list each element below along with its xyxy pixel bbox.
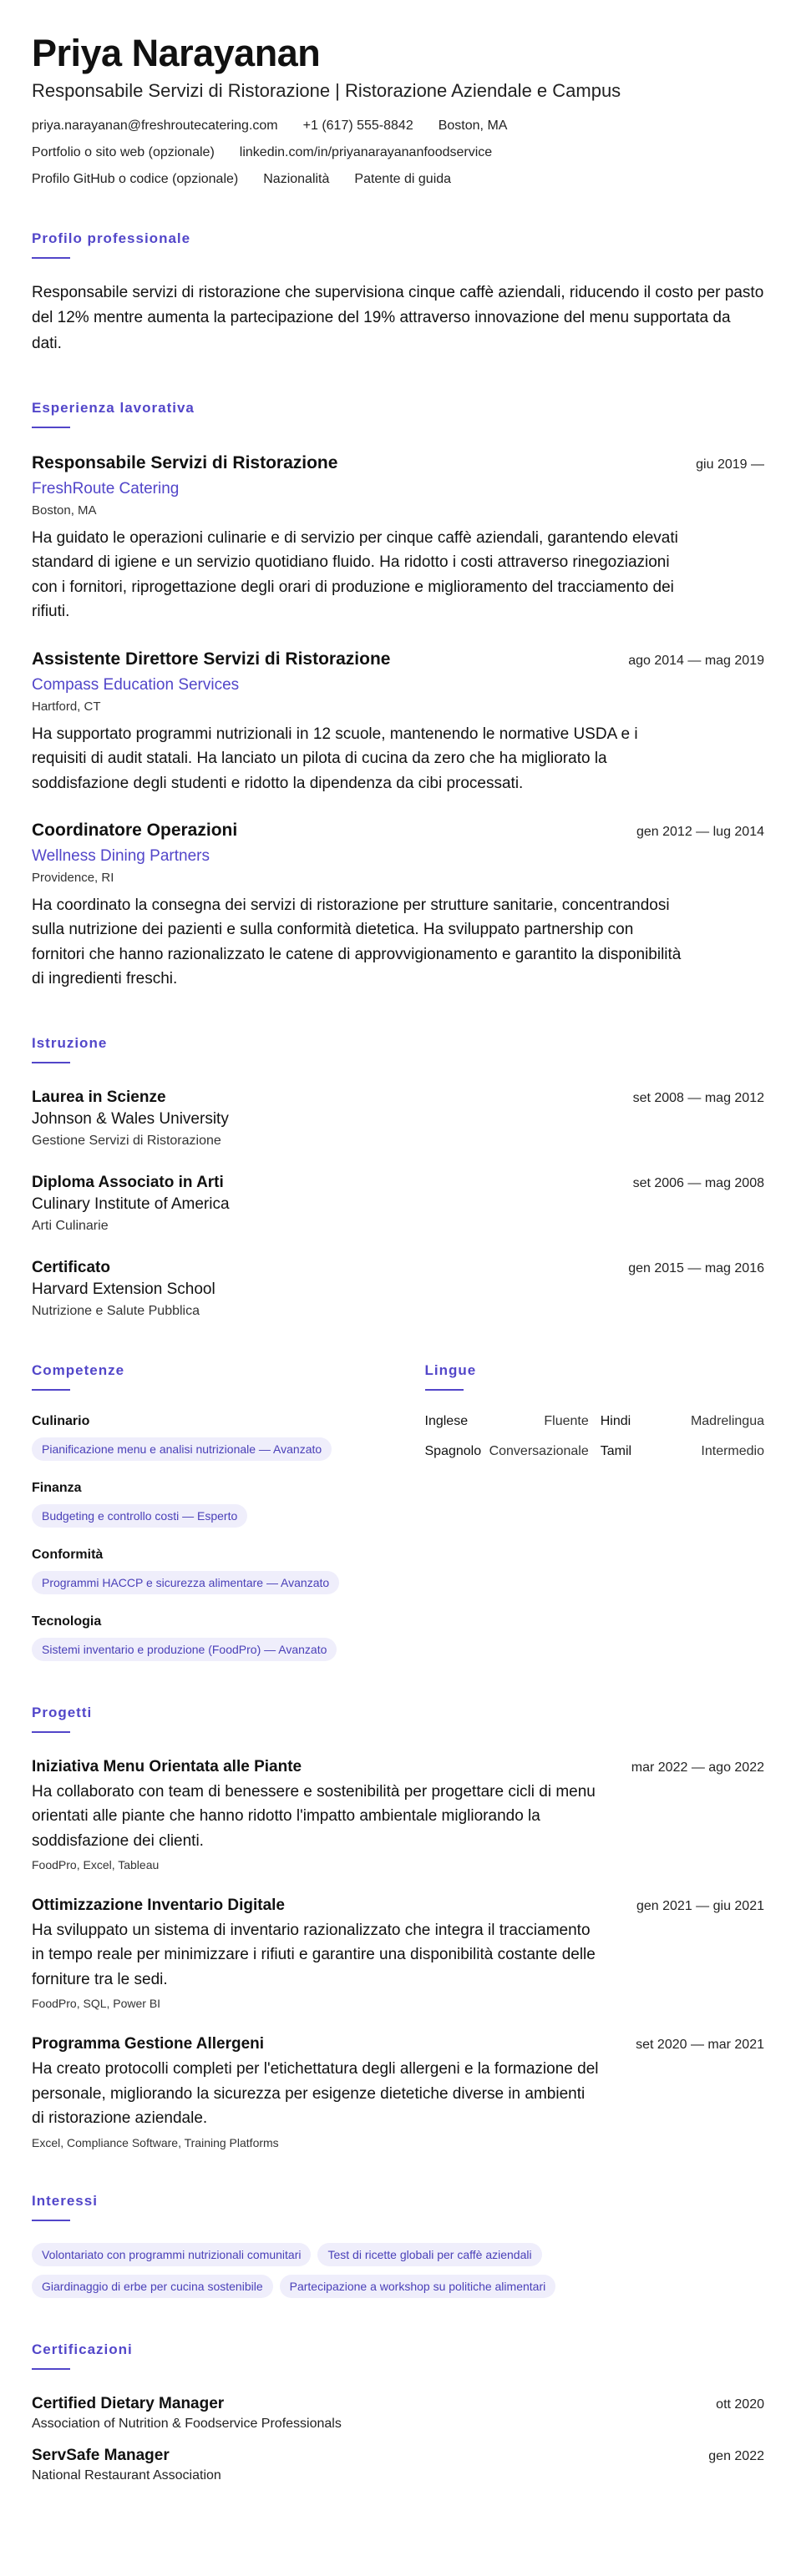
degree-title: Certificato bbox=[32, 1258, 110, 1276]
contact-row-1 bbox=[32, 119, 764, 134]
interests-list bbox=[32, 2235, 764, 2298]
job-location: Hartford, CT bbox=[32, 699, 101, 714]
skill-group bbox=[32, 1414, 372, 1461]
job-description: Ha guidato le operazioni culinarie e di servizio per cinque caffè aziendali, garantendo elevati standard di igiene e un servizio quotidiano fluido. Ha ridotto i costi attraverso rinegoziazioni con i fornitori, riprogettazione degli orari di produzione e miglioramento del tracciamento dei rifiuti. bbox=[32, 528, 678, 621]
skill-category: Finanza bbox=[32, 1480, 82, 1495]
driving-license-text: Patente di guida bbox=[354, 171, 452, 186]
experience-section bbox=[32, 400, 764, 992]
skill-pill: Programmi HACCP e sicurezza alimentare — Avanzato bbox=[32, 1571, 339, 1594]
section-divider bbox=[32, 1389, 70, 1391]
section-title: Lingue bbox=[424, 1361, 477, 1378]
interest-pill: Partecipazione a workshop su politiche alimentari bbox=[280, 2275, 556, 2298]
school-name: Culinary Institute of America bbox=[32, 1195, 230, 1213]
section-title: Progetti bbox=[32, 1704, 93, 1720]
project-name: Iniziativa Menu Orientata alle Piante bbox=[32, 1757, 302, 1775]
resume-header bbox=[32, 32, 764, 187]
field-of-study: Gestione Servizi di Ristorazione bbox=[32, 1133, 221, 1148]
project-date: gen 2021 — giu 2021 bbox=[636, 1899, 764, 1914]
experience-item bbox=[32, 821, 764, 992]
location-text: Boston, MA bbox=[438, 118, 508, 133]
languages-grid bbox=[425, 1414, 765, 1474]
project-item bbox=[32, 1758, 764, 1871]
section-title: Istruzione bbox=[32, 1034, 108, 1051]
school-name: Harvard Extension School bbox=[32, 1280, 215, 1298]
section-divider bbox=[32, 2368, 70, 2370]
certification-name: ServSafe Manager bbox=[32, 2446, 170, 2464]
language-item bbox=[601, 1414, 764, 1429]
skill-group bbox=[32, 1614, 372, 1661]
phone-text: +1 (617) 555-8842 bbox=[302, 118, 413, 133]
certification-issuer: Association of Nutrition & Foodservice Professionals bbox=[32, 2416, 342, 2431]
section-divider bbox=[32, 2220, 70, 2221]
language-level: Madrelingua bbox=[690, 1413, 764, 1428]
education-date: gen 2015 — mag 2016 bbox=[628, 1260, 764, 1275]
certification-issuer: National Restaurant Association bbox=[32, 2467, 221, 2483]
education-item bbox=[32, 1088, 764, 1149]
certification-date: gen 2022 bbox=[708, 2448, 764, 2463]
nationality-text: Nazionalità bbox=[263, 171, 330, 186]
education-item bbox=[32, 1174, 764, 1234]
language-item bbox=[425, 1444, 589, 1459]
language-level: Fluente bbox=[544, 1413, 589, 1428]
interest-pill: Volontariato con programmi nutrizionali comunitari bbox=[32, 2243, 311, 2266]
company-name: Compass Education Services bbox=[32, 675, 240, 694]
language-item bbox=[601, 1444, 764, 1459]
interest-pill: Giardinaggio di erbe per cucina sostenibile bbox=[32, 2275, 273, 2298]
interest-pill: Test di ricette globali per caffè aziendali bbox=[317, 2243, 541, 2266]
project-name: Programma Gestione Allergeni bbox=[32, 2035, 265, 2053]
field-of-study: Nutrizione e Salute Pubblica bbox=[32, 1303, 200, 1318]
email-link[interactable]: priya.narayanan@freshroutecatering.com bbox=[32, 118, 278, 133]
experience-item bbox=[32, 453, 764, 624]
job-description: Ha coordinato la consegna dei servizi di ristorazione per strutture sanitarie, concentrandosi sulla nutrizione dei pazienti e sulla conformità dietetica. Ha sviluppato partnership con fornitori che hanno razionalizzato le catene di approvvigionamento e garantito la disponibilità di ingredienti freschi. bbox=[32, 896, 682, 988]
candidate-name: Priya Narayanan bbox=[32, 32, 321, 74]
school-name: Johnson & Wales University bbox=[32, 1109, 229, 1128]
section-divider bbox=[32, 257, 70, 259]
summary-text: Responsabile servizi di ristorazione che supervisiona cinque caffè aziendali, riducendo il costo per pasto del 12% mentre aumenta la partecipazione del 19% attraverso innovazione del menu supportata da dati. bbox=[32, 283, 764, 352]
section-title: Profilo professionale bbox=[32, 230, 191, 246]
job-date: giu 2019 — bbox=[696, 457, 764, 472]
skills-section bbox=[32, 1362, 372, 1661]
section-divider bbox=[425, 1389, 464, 1391]
contact-row-3 bbox=[32, 172, 764, 187]
education-section bbox=[32, 1035, 764, 1319]
job-description: Ha supportato programmi nutrizionali in 12 scuole, mantenendo le normative USDA e i requisiti di audit statali. Ha lanciato un pilota di cucina da zero che ha migliorato la soddisfazione degli studenti e ridotto la dipendenza da cibi processati. bbox=[32, 725, 638, 792]
certification-date: ott 2020 bbox=[716, 2397, 764, 2412]
skill-pill: Sistemi inventario e produzione (FoodPro) — Avanzato bbox=[32, 1638, 337, 1661]
project-tech: FoodPro, Excel, Tableau bbox=[32, 1858, 160, 1872]
skill-group bbox=[32, 1548, 372, 1594]
company-name: Wellness Dining Partners bbox=[32, 846, 210, 865]
languages-section bbox=[425, 1362, 765, 1661]
job-location: Boston, MA bbox=[32, 503, 97, 518]
project-tech: FoodPro, SQL, Power BI bbox=[32, 1997, 161, 2011]
degree-title: Laurea in Scienze bbox=[32, 1088, 166, 1106]
language-name: Spagnolo bbox=[424, 1443, 482, 1458]
project-name: Ottimizzazione Inventario Digitale bbox=[32, 1897, 285, 1915]
project-date: mar 2022 — ago 2022 bbox=[631, 1760, 764, 1775]
job-title: Responsabile Servizi di Ristorazione bbox=[32, 452, 338, 472]
job-title: Coordinatore Operazioni bbox=[32, 820, 238, 840]
education-date: set 2006 — mag 2008 bbox=[632, 1175, 764, 1190]
skill-pill: Budgeting e controllo costi — Esperto bbox=[32, 1504, 247, 1528]
experience-item bbox=[32, 649, 764, 796]
projects-section bbox=[32, 1705, 764, 2149]
skill-category: Conformità bbox=[32, 1547, 104, 1562]
language-name: Hindi bbox=[600, 1413, 631, 1428]
skill-group bbox=[32, 1481, 372, 1528]
job-date: ago 2014 — mag 2019 bbox=[628, 653, 764, 668]
field-of-study: Arti Culinarie bbox=[32, 1218, 109, 1233]
job-location: Providence, RI bbox=[32, 870, 114, 885]
project-date: set 2020 — mar 2021 bbox=[636, 2038, 764, 2053]
project-item bbox=[32, 1897, 764, 2010]
skill-category: Culinario bbox=[32, 1413, 90, 1428]
section-divider bbox=[32, 1062, 70, 1063]
portfolio-link[interactable]: Portfolio o sito web (opzionale) bbox=[32, 144, 215, 159]
section-divider bbox=[32, 1731, 70, 1733]
interests-section bbox=[32, 2193, 764, 2298]
headline: Responsabile Servizi di Ristorazione | Ristorazione Aziendale e Campus bbox=[32, 79, 621, 101]
project-tech: Excel, Compliance Software, Training Platforms bbox=[32, 2135, 279, 2149]
summary-section bbox=[32, 230, 764, 356]
certification-item bbox=[32, 2447, 764, 2483]
section-title: Competenze bbox=[32, 1361, 125, 1378]
github-link[interactable]: Profilo GitHub o codice (opzionale) bbox=[32, 171, 239, 186]
education-item bbox=[32, 1259, 764, 1319]
skills-languages-row bbox=[32, 1362, 764, 1661]
education-date: set 2008 — mag 2012 bbox=[632, 1090, 764, 1105]
skill-pill: Pianificazione menu e analisi nutrizionale — Avanzato bbox=[32, 1437, 332, 1461]
language-name: Inglese bbox=[424, 1413, 469, 1428]
language-name: Tamil bbox=[600, 1443, 632, 1458]
certification-item bbox=[32, 2395, 764, 2432]
contact-row-2 bbox=[32, 145, 764, 160]
project-item bbox=[32, 2035, 764, 2149]
degree-title: Diploma Associato in Arti bbox=[32, 1173, 224, 1191]
project-description: Ha creato protocolli completi per l'etichettatura degli allergeni e la formazione del personale, migliorando la sicurezza per esigenze dietetiche diverse in ambienti di ristorazione aziendale. bbox=[32, 2060, 599, 2128]
job-title: Assistente Direttore Servizi di Ristorazione bbox=[32, 649, 391, 669]
certification-name: Certified Dietary Manager bbox=[32, 2394, 225, 2412]
job-date: gen 2012 — lug 2014 bbox=[636, 824, 764, 839]
company-name: FreshRoute Catering bbox=[32, 479, 180, 498]
project-description: Ha collaborato con team di benessere e sostenibilità per progettare cicli di menu orientati alle piante che hanno ridotto l'impatto ambientale migliorando la soddisfazione dei clienti. bbox=[32, 1782, 596, 1850]
linkedin-link[interactable]: linkedin.com/in/priyanarayananfoodservice bbox=[239, 144, 493, 159]
section-title: Esperienza lavorativa bbox=[32, 399, 195, 416]
certifications-section bbox=[32, 2341, 764, 2483]
skill-category: Tecnologia bbox=[32, 1614, 102, 1629]
language-level: Intermedio bbox=[701, 1443, 764, 1458]
language-level: Conversazionale bbox=[489, 1443, 589, 1458]
project-description: Ha sviluppato un sistema di inventario razionalizzato che integra il tracciamento in tempo reale per minimizzare i rifiuti e garantire una disponibilità costante delle forniture tra le sedi. bbox=[32, 1922, 596, 1988]
language-item bbox=[425, 1414, 589, 1429]
section-title: Interessi bbox=[32, 2192, 98, 2209]
section-title: Certificazioni bbox=[32, 2341, 133, 2357]
section-divider bbox=[32, 427, 70, 428]
